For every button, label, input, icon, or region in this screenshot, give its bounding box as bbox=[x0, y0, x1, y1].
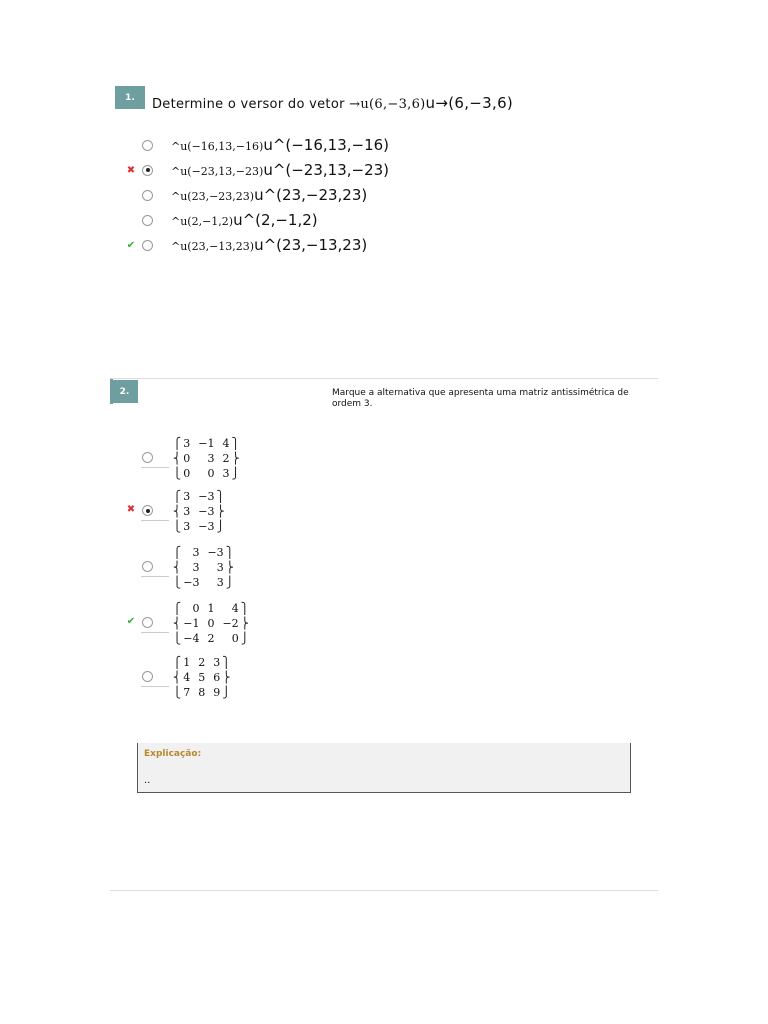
correct-answer-icon: ✔ bbox=[126, 616, 136, 627]
matrix-cell: 4 bbox=[231, 602, 239, 615]
option-label bbox=[171, 161, 389, 179]
option-underline bbox=[141, 632, 169, 633]
option-math-small: ^u(−23,13,−23) bbox=[171, 165, 264, 178]
matrix-cell: 3 bbox=[192, 561, 200, 574]
matrix-cell: 0 bbox=[231, 632, 239, 645]
matrix-cell: 3 bbox=[222, 467, 230, 480]
matrix-option[interactable] bbox=[173, 602, 249, 646]
question-number-1: 1. bbox=[115, 86, 145, 109]
option-label bbox=[171, 186, 367, 204]
option-math-small: ^u(23,−23,23) bbox=[171, 190, 255, 203]
radio-button[interactable] bbox=[142, 561, 153, 572]
radio-button[interactable] bbox=[142, 671, 153, 682]
right-brace: ⎫ ⎬ ⎭ bbox=[216, 490, 225, 533]
bottom-divider bbox=[110, 890, 658, 891]
matrix-cell: 2 bbox=[207, 632, 215, 645]
option-label bbox=[171, 211, 318, 229]
left-brace: ⎧ ⎨ ⎩ bbox=[173, 437, 182, 480]
question-1-prompt bbox=[152, 94, 513, 112]
option-underline bbox=[141, 686, 169, 687]
prompt-math-small: →u(6,−3,6) bbox=[349, 97, 426, 112]
matrix-cell: −3 bbox=[183, 576, 200, 589]
matrix-option[interactable] bbox=[173, 437, 240, 481]
option-math-big: u^(23,−23,23) bbox=[254, 186, 368, 204]
matrix-cell: 0 bbox=[192, 602, 200, 615]
matrix-cell: 3 bbox=[216, 576, 224, 589]
radio-button[interactable] bbox=[142, 452, 153, 463]
matrix-cell: −3 bbox=[207, 546, 224, 559]
radio-button[interactable] bbox=[142, 215, 153, 226]
explanation-body: .. bbox=[144, 775, 151, 786]
option-math-small: ^u(23,−13,23) bbox=[171, 240, 255, 253]
matrix-cell: 0 bbox=[207, 617, 215, 630]
matrix-cell: 1 bbox=[183, 656, 191, 669]
option-label bbox=[171, 236, 367, 254]
matrix-cell: 3 bbox=[183, 490, 191, 503]
matrix-option[interactable] bbox=[173, 656, 231, 700]
option-math-big: u^(23,−13,23) bbox=[254, 236, 368, 254]
matrix-cell: 3 bbox=[216, 561, 224, 574]
matrix-grid bbox=[181, 437, 231, 481]
matrix-cell: 2 bbox=[222, 452, 230, 465]
matrix-grid bbox=[181, 490, 216, 534]
matrix-cell: −3 bbox=[198, 505, 215, 518]
option-underline bbox=[141, 467, 169, 468]
matrix-cell: −1 bbox=[183, 617, 200, 630]
right-brace: ⎫ ⎬ ⎭ bbox=[231, 437, 240, 480]
left-brace: ⎧ ⎨ ⎩ bbox=[173, 490, 182, 533]
radio-button[interactable] bbox=[142, 240, 153, 251]
matrix-grid bbox=[181, 656, 222, 700]
option-math-small: ^u(−16,13,−16) bbox=[171, 140, 264, 153]
question-2-prompt: Marque a alternativa que apresenta uma matriz antissimétrica de ordem 3. bbox=[332, 388, 629, 409]
matrix-cell: 6 bbox=[213, 671, 221, 684]
matrix-cell: −4 bbox=[183, 632, 200, 645]
matrix-grid bbox=[181, 602, 240, 646]
wrong-answer-icon: ✖ bbox=[126, 164, 136, 176]
option-label bbox=[171, 136, 389, 154]
matrix-cell: 3 bbox=[192, 546, 200, 559]
matrix-cell: 5 bbox=[198, 671, 206, 684]
matrix-cell: −3 bbox=[198, 520, 215, 533]
radio-button[interactable] bbox=[142, 505, 153, 516]
matrix-cell: −2 bbox=[222, 617, 239, 630]
matrix-cell: 4 bbox=[222, 437, 230, 450]
matrix-cell: 1 bbox=[207, 602, 215, 615]
right-brace: ⎫ ⎬ ⎭ bbox=[225, 546, 234, 589]
matrix-grid bbox=[181, 546, 225, 590]
radio-button[interactable] bbox=[142, 617, 153, 628]
explanation-box bbox=[137, 743, 631, 793]
matrix-cell: 0 bbox=[183, 452, 191, 465]
option-math-big: u^(−16,13,−16) bbox=[263, 136, 390, 154]
matrix-cell: 7 bbox=[183, 686, 191, 699]
matrix-cell: 3 bbox=[183, 505, 191, 518]
matrix-cell: 3 bbox=[207, 452, 215, 465]
matrix-cell: 0 bbox=[207, 467, 215, 480]
matrix-cell: −1 bbox=[198, 437, 215, 450]
matrix-option[interactable] bbox=[173, 546, 234, 590]
option-underline bbox=[141, 520, 169, 521]
option-math-small: ^u(2,−1,2) bbox=[171, 215, 234, 228]
matrix-cell: 8 bbox=[198, 686, 206, 699]
option-math-big: u^(−23,13,−23) bbox=[263, 161, 390, 179]
matrix-cell: 0 bbox=[183, 467, 191, 480]
radio-button[interactable] bbox=[142, 165, 153, 176]
prompt-text: Determine o versor do vetor bbox=[152, 97, 350, 112]
radio-button[interactable] bbox=[142, 140, 153, 151]
left-brace: ⎧ ⎨ ⎩ bbox=[173, 546, 182, 589]
matrix-cell: 2 bbox=[198, 656, 206, 669]
prompt-math-big: u→(6,−3,6) bbox=[425, 94, 514, 112]
correct-answer-icon: ✔ bbox=[126, 239, 136, 251]
radio-button[interactable] bbox=[142, 190, 153, 201]
option-underline bbox=[141, 576, 169, 577]
left-brace: ⎧ ⎨ ⎩ bbox=[173, 656, 182, 699]
right-brace: ⎫ ⎬ ⎭ bbox=[222, 656, 231, 699]
matrix-cell: 3 bbox=[183, 520, 191, 533]
question-number-2: 2. bbox=[111, 380, 138, 403]
matrix-cell: −3 bbox=[198, 490, 215, 503]
matrix-option[interactable] bbox=[173, 490, 225, 534]
matrix-cell: 4 bbox=[183, 671, 191, 684]
question-2-top-border bbox=[110, 378, 658, 379]
wrong-answer-icon: ✖ bbox=[126, 504, 136, 515]
matrix-cell: 3 bbox=[183, 437, 191, 450]
left-brace: ⎧ ⎨ ⎩ bbox=[173, 602, 182, 645]
matrix-cell: 9 bbox=[213, 686, 221, 699]
explanation-title: Explicação: bbox=[144, 749, 202, 759]
option-math-big: u^(2,−1,2) bbox=[233, 211, 318, 229]
matrix-cell: 3 bbox=[213, 656, 221, 669]
right-brace: ⎫ ⎬ ⎭ bbox=[240, 602, 249, 645]
